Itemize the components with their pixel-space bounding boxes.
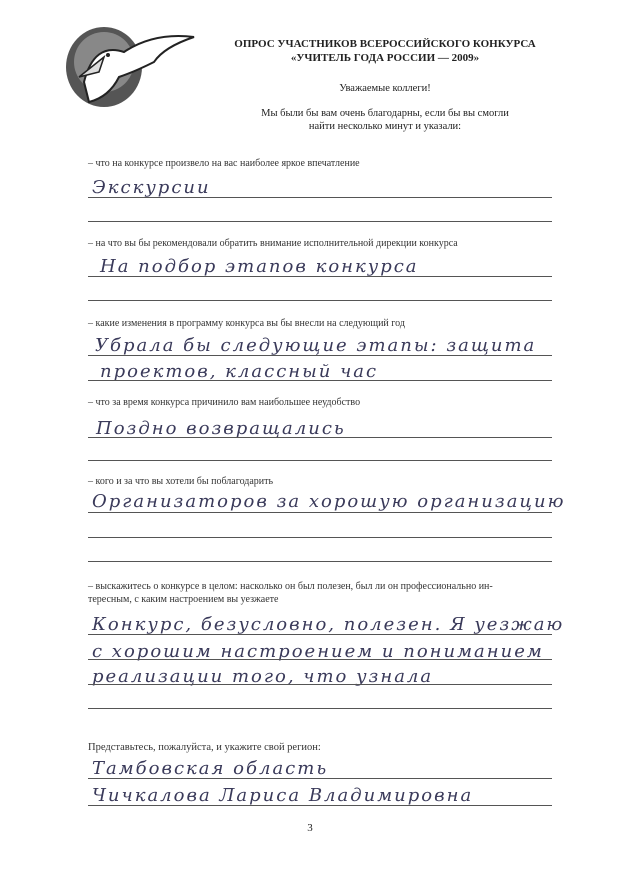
question-6-prompt-line1: – выскажитесь о конкурсе в целом: насколько он был полезен, был ли он профессионально ин- [88,581,493,592]
answer-line [88,537,552,538]
question-6-answer-2: с хорошим настроением и пониманием [92,641,544,662]
question-4-prompt: – что за время конкурса причинило вам наибольшее неудобство [88,397,361,408]
answer-line [88,437,552,438]
intro-line1: Мы были бы вам очень благодарны, если бы вы смогли [261,108,509,119]
question-5-prompt: – кого и за что вы хотели бы поблагодарить [88,476,274,487]
answer-line [88,276,552,277]
answer-line [88,561,552,562]
answer-line [88,460,552,461]
answer-line [88,805,552,806]
question-2-prompt: – на что вы бы рекомендовали обратить внимание исполнительной дирекции конкурса [88,238,458,249]
answer-line [88,355,552,356]
answer-line [88,512,552,513]
question-5-answer-1: Организаторов за хорошую организацию [92,491,566,512]
question-6-prompt-line2: тересным, с каким настроением вы уезжаете [88,594,279,605]
greeting: Уважаемые коллеги! [339,83,431,94]
page-number: 3 [307,822,313,834]
answer-line [88,659,552,660]
question-3-prompt: – какие изменения в программу конкурса вы бы внесли на следующий год [88,318,405,329]
answer-line [88,221,552,222]
question-1-prompt: – что на конкурсе произвело на вас наиболее яркое впечатление [88,158,360,169]
region-answer-1: Тамбовская область [92,758,329,779]
answer-line [88,380,552,381]
answer-line [88,634,552,635]
answer-line [88,778,552,779]
survey-title-line1: ОПРОС УЧАСТНИКОВ ВСЕРОССИЙСКОГО КОНКУРСА [234,38,536,50]
question-4-answer-1: Поздно возвращались [96,418,346,439]
answer-line [88,197,552,198]
intro-line2: найти несколько минут и указали: [308,121,462,132]
question-3-answer-1: Убрала бы следующие этапы: защита [95,335,537,356]
question-6-answer-1: Конкурс, безусловно, полезен. Я уезжаю [92,614,565,635]
answer-line [88,708,552,709]
question-3-answer-2: проектов, классный час [100,361,379,382]
region-prompt: Представьтесь, пожалуйста, и укажите свой регион: [88,742,321,753]
question-1-answer-1: Экскурсии [92,177,211,198]
region-answer-2: Чичкалова Лариса Владимировна [92,785,474,806]
answer-line [88,300,552,301]
pelican-emblem-icon [64,22,214,112]
answer-line [88,684,552,685]
survey-title-line2: «УЧИТЕЛЬ ГОДА РОССИИ — 2009» [290,52,480,64]
question-6-answer-3: реализации того, что узнала [92,666,434,687]
question-2-answer-1: На подбор этапов конкурса [100,256,419,277]
